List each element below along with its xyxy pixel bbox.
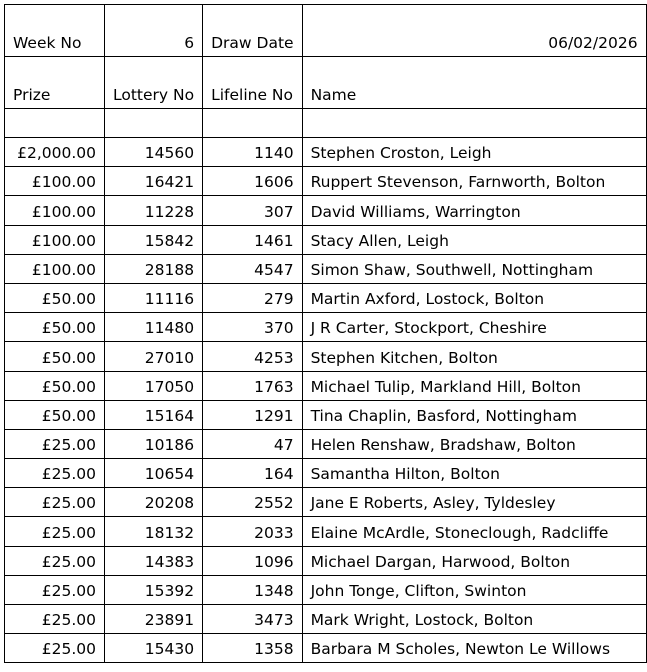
lottery-no-cell[interactable]: 11228: [105, 196, 203, 225]
name-cell[interactable]: Elaine McArdle, Stoneclough, Radcliffe: [302, 517, 646, 546]
lottery-no-cell[interactable]: 27010: [105, 342, 203, 371]
draw-date-value[interactable]: 06/02/2026: [302, 5, 646, 57]
blank-cell[interactable]: [5, 109, 105, 138]
lifeline-no-cell[interactable]: 1096: [203, 546, 302, 575]
name-cell[interactable]: Barbara M Scholes, Newton Le Willows: [302, 634, 646, 663]
name-cell[interactable]: John Tonge, Clifton, Swinton: [302, 575, 646, 604]
column-header-name[interactable]: Name: [302, 57, 646, 109]
prize-cell[interactable]: £50.00: [5, 371, 105, 400]
lifeline-no-cell[interactable]: 279: [203, 283, 302, 312]
blank-cell[interactable]: [105, 109, 203, 138]
lifeline-no-cell[interactable]: 307: [203, 196, 302, 225]
lottery-no-cell[interactable]: 23891: [105, 605, 203, 634]
table-row: [5, 196, 647, 225]
name-cell[interactable]: Simon Shaw, Southwell, Nottingham: [302, 254, 646, 283]
name-cell[interactable]: Jane E Roberts, Asley, Tyldesley: [302, 488, 646, 517]
prize-cell[interactable]: £25.00: [5, 546, 105, 575]
prize-cell[interactable]: £100.00: [5, 196, 105, 225]
column-header-lifeline-no[interactable]: Lifeline No: [203, 57, 302, 109]
table-row: [5, 371, 647, 400]
table-row: [5, 459, 647, 488]
lifeline-no-cell[interactable]: 1291: [203, 400, 302, 429]
table-row: [5, 517, 647, 546]
name-cell[interactable]: David Williams, Warrington: [302, 196, 646, 225]
lottery-no-cell[interactable]: 10186: [105, 429, 203, 458]
table-row: [5, 488, 647, 517]
prize-cell[interactable]: £50.00: [5, 313, 105, 342]
name-cell[interactable]: Martin Axford, Lostock, Bolton: [302, 283, 646, 312]
prize-cell[interactable]: £100.00: [5, 167, 105, 196]
lifeline-no-cell[interactable]: 1606: [203, 167, 302, 196]
lifeline-no-cell[interactable]: 4253: [203, 342, 302, 371]
blank-row: [5, 109, 647, 138]
name-cell[interactable]: Michael Dargan, Harwood, Bolton: [302, 546, 646, 575]
prize-cell[interactable]: £50.00: [5, 400, 105, 429]
name-cell[interactable]: Stephen Kitchen, Bolton: [302, 342, 646, 371]
lottery-no-cell[interactable]: 15842: [105, 225, 203, 254]
name-cell[interactable]: Samantha Hilton, Bolton: [302, 459, 646, 488]
lifeline-no-cell[interactable]: 3473: [203, 605, 302, 634]
results-table: [4, 4, 647, 663]
lottery-no-cell[interactable]: 15430: [105, 634, 203, 663]
table-row: [5, 342, 647, 371]
lottery-no-cell[interactable]: 18132: [105, 517, 203, 546]
name-cell[interactable]: Stephen Croston, Leigh: [302, 138, 646, 167]
prize-cell[interactable]: £2,000.00: [5, 138, 105, 167]
lifeline-no-cell[interactable]: 164: [203, 459, 302, 488]
lottery-no-cell[interactable]: 11116: [105, 283, 203, 312]
header-row-week: [5, 5, 647, 57]
table-row: [5, 283, 647, 312]
prize-cell[interactable]: £100.00: [5, 254, 105, 283]
table-row: [5, 429, 647, 458]
lifeline-no-cell[interactable]: 47: [203, 429, 302, 458]
blank-cell[interactable]: [302, 109, 646, 138]
week-label[interactable]: Week No: [5, 5, 105, 57]
name-cell[interactable]: J R Carter, Stockport, Cheshire: [302, 313, 646, 342]
prize-cell[interactable]: £100.00: [5, 225, 105, 254]
table-row: [5, 605, 647, 634]
table-row: [5, 575, 647, 604]
name-cell[interactable]: Mark Wright, Lostock, Bolton: [302, 605, 646, 634]
name-cell[interactable]: Michael Tulip, Markland Hill, Bolton: [302, 371, 646, 400]
lottery-no-cell[interactable]: 10654: [105, 459, 203, 488]
blank-cell[interactable]: [203, 109, 302, 138]
table-row: [5, 634, 647, 663]
lottery-no-cell[interactable]: 14383: [105, 546, 203, 575]
lottery-no-cell[interactable]: 15164: [105, 400, 203, 429]
lottery-no-cell[interactable]: 14560: [105, 138, 203, 167]
prize-cell[interactable]: £25.00: [5, 634, 105, 663]
lottery-no-cell[interactable]: 20208: [105, 488, 203, 517]
table-row: [5, 400, 647, 429]
lifeline-no-cell[interactable]: 1140: [203, 138, 302, 167]
lifeline-no-cell[interactable]: 1461: [203, 225, 302, 254]
lifeline-no-cell[interactable]: 1763: [203, 371, 302, 400]
name-cell[interactable]: Tina Chaplin, Basford, Nottingham: [302, 400, 646, 429]
prize-cell[interactable]: £25.00: [5, 429, 105, 458]
table-row: [5, 546, 647, 575]
table-row: [5, 225, 647, 254]
table-row: [5, 138, 647, 167]
lottery-no-cell[interactable]: 15392: [105, 575, 203, 604]
table-row: [5, 313, 647, 342]
week-value[interactable]: 6: [105, 5, 203, 57]
name-cell[interactable]: Ruppert Stevenson, Farnworth, Bolton: [302, 167, 646, 196]
column-header-prize[interactable]: Prize: [5, 57, 105, 109]
lifeline-no-cell[interactable]: 2552: [203, 488, 302, 517]
prize-cell[interactable]: £50.00: [5, 283, 105, 312]
lifeline-no-cell[interactable]: 4547: [203, 254, 302, 283]
prize-cell[interactable]: £25.00: [5, 459, 105, 488]
lifeline-no-cell[interactable]: 1358: [203, 634, 302, 663]
lottery-no-cell[interactable]: 28188: [105, 254, 203, 283]
lifeline-no-cell[interactable]: 2033: [203, 517, 302, 546]
header-row-columns: [5, 57, 647, 109]
prize-cell[interactable]: £25.00: [5, 517, 105, 546]
prize-cell[interactable]: £25.00: [5, 605, 105, 634]
lottery-no-cell[interactable]: 11480: [105, 313, 203, 342]
lifeline-no-cell[interactable]: 370: [203, 313, 302, 342]
prize-cell[interactable]: £25.00: [5, 575, 105, 604]
column-header-lottery-no[interactable]: Lottery No: [105, 57, 203, 109]
draw-date-label[interactable]: Draw Date: [203, 5, 302, 57]
lifeline-no-cell[interactable]: 1348: [203, 575, 302, 604]
lottery-no-cell[interactable]: 16421: [105, 167, 203, 196]
lottery-no-cell[interactable]: 17050: [105, 371, 203, 400]
table-row: [5, 167, 647, 196]
table-row: [5, 254, 647, 283]
name-cell[interactable]: Stacy Allen, Leigh: [302, 225, 646, 254]
name-cell[interactable]: Helen Renshaw, Bradshaw, Bolton: [302, 429, 646, 458]
prize-cell[interactable]: £25.00: [5, 488, 105, 517]
prize-cell[interactable]: £50.00: [5, 342, 105, 371]
